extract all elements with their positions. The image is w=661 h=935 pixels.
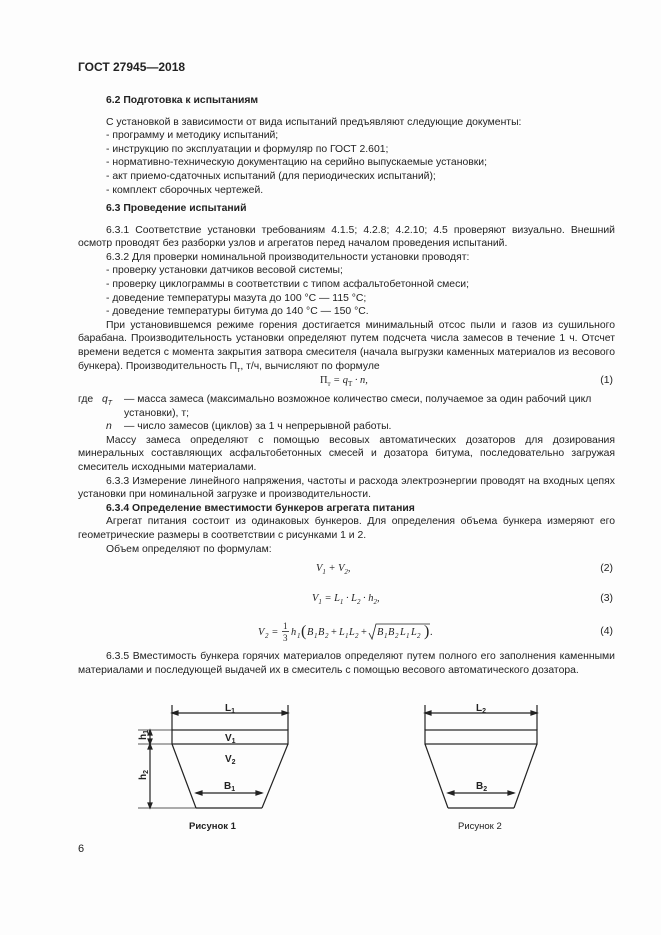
label-L2: $L_2$ xyxy=(476,703,487,715)
paragraph: При установившемся режиме горения достигается минимальный отсос пыли и газов из сушильного барабана. Производительность установки определяют путем подсчета числа замесов в течение 1 ч. Отсчет времени ведется с момента закрытия затвора смесителя (начала выгрузки каменных материалов из весового бункера). Производительность $П_т$, т/ч, вычисляют по формуле xyxy=(78,319,615,374)
svg-text:B: B xyxy=(307,627,314,638)
svg-text:): ) xyxy=(424,623,430,640)
equation-number: (2) xyxy=(600,563,613,574)
svg-text:2: 2 xyxy=(265,632,269,640)
figure-2-caption: Рисунок 2 xyxy=(458,821,502,832)
svg-text:1: 1 xyxy=(384,632,388,640)
svg-text:h: h xyxy=(291,627,297,638)
list-item: - проверку установки датчиков весовой системы; xyxy=(106,265,343,277)
label-L1: $L_1$ xyxy=(225,703,236,715)
list-item: - доведение температуры мазута до 100 °С — 115 °С; xyxy=(106,292,367,304)
svg-text:B: B xyxy=(318,627,325,638)
section-6-3-5 xyxy=(78,650,615,677)
label-B1: $B_1$ xyxy=(224,781,236,793)
list-item: - акт приемо-сдаточных испытаний (для периодических испытаний); xyxy=(106,170,436,182)
paragraph: Агрегат питания состоит из одинаковых бункеров. Для определения объема бункера измеряют его геометрические размеры в соответствии с рисунками 1 и 2. xyxy=(78,516,615,541)
svg-text:2: 2 xyxy=(325,632,329,640)
figure-1-caption: Рисунок 1 xyxy=(189,821,236,832)
list-item: - доведение температуры битума до 140 °С — 150 °С. xyxy=(106,306,369,318)
paragraph: 6.3.1 Соответствие установки требованиям 4.1.5; 4.2.8; 4.2.10; 4.5 проверяют визуально. Внешний осмотр проводят без разборки узлов и агрегатов перед началом проведения испытаний. xyxy=(78,224,615,250)
section-6-3 xyxy=(78,202,615,377)
where-block: где $q_T$ — масса замеса (максимально возможное количество смеси, получаемое за один рабочий цикл установки), т; n — число замесов (циклов) за 1 ч непрерывной работы. Массу замеса определяют с помощью весовых автоматических дозаторов для дозирования минеральных составляющих асфальтобетонных смесей и дозатора битума, последовательно загружая смеситель исходными материалами. 6.3.3 Измерение линейного напряжения, частоты и расхода электроэнергии проводят на входных цепях установки при номинальной загрузке и производительности. 6.3.4 Определение вместимости бункеров агрегата питания Агрегат питания состоит из одинаковых бункеров. Для определения объема бункера измеряют его геометрические размеры в соответствии с рисунками 1 и 2. Объем определяют по формулам: xyxy=(78,394,615,555)
figure-1-drawing xyxy=(130,700,300,815)
equation-1: $П_т = q_T \cdot n$, xyxy=(320,375,368,389)
section-title: 6.2 Подготовка к испытаниям xyxy=(106,95,259,106)
list-item: - программу и методику испытаний; xyxy=(106,130,279,142)
paragraph: С установкой в зависимости от вида испытаний предъявляют следующие документы: xyxy=(106,116,522,128)
svg-text:L: L xyxy=(400,627,406,638)
equation-4 xyxy=(258,620,448,646)
svg-text:1: 1 xyxy=(314,632,318,640)
label-V1: $V_1$ xyxy=(225,733,236,745)
svg-text:B: B xyxy=(388,627,395,638)
svg-text:1: 1 xyxy=(297,632,301,640)
label-h2: $h_2$ xyxy=(138,769,150,780)
svg-text:V: V xyxy=(258,627,265,638)
paragraph: Объем определяют по формулам: xyxy=(106,543,272,555)
label-V2: $V_2$ xyxy=(225,754,236,766)
paragraph: 6.3.5 Вместимость бункера горячих материалов определяют путем полного его заполнения каменными материалами и последующей выдачей их в смеситель с помощью весового автоматического дозатора. xyxy=(78,651,615,676)
list-item: - инструкцию по эксплуатации и формуляр по ГОСТ 2.601; xyxy=(106,143,389,155)
list-item: - комплект сборочных чертежей. xyxy=(106,184,264,196)
svg-text:+: + xyxy=(361,627,367,638)
svg-text:L: L xyxy=(339,627,345,638)
svg-text:.: . xyxy=(430,627,433,638)
equation-number: (1) xyxy=(600,375,613,386)
figure-2-drawing xyxy=(415,700,545,815)
paragraph: 6.3.3 Измерение линейного напряжения, частоты и расхода электроэнергии проводят на входных цепях установки при номинальной загрузке и производительности. xyxy=(78,475,615,501)
svg-text:+: + xyxy=(331,627,337,638)
equation-number: (4) xyxy=(600,626,613,637)
svg-text:L: L xyxy=(411,627,417,638)
list-item: - проверку циклограммы в соответствии с типом асфальтобетонной смеси; xyxy=(106,278,469,290)
page-number: 6 xyxy=(78,843,85,855)
svg-text:2: 2 xyxy=(355,632,359,640)
label-B2: $B_2$ xyxy=(476,781,488,793)
svg-text:L: L xyxy=(349,627,355,638)
svg-text:(: ( xyxy=(301,623,307,640)
equation-3: $V_1 = L_1 \cdot L_2 \cdot h_2$, xyxy=(312,593,380,607)
section-6-2 xyxy=(78,94,615,197)
svg-text:3: 3 xyxy=(283,633,288,643)
svg-text:2: 2 xyxy=(395,632,399,640)
svg-text:1: 1 xyxy=(283,621,288,631)
paragraph: Массу замеса определяют с помощью весовых автоматических дозаторов для дозирования минеральных составляющих асфальтобетонных смесей и дозатора битума, последовательно загружая смеситель исходными материалами. xyxy=(78,434,615,473)
list-item: - нормативно-техническую документацию на серийно выпускаемые установки; xyxy=(106,157,487,169)
equation-4-graphic xyxy=(258,620,448,646)
svg-text:1: 1 xyxy=(345,632,349,640)
svg-text:2: 2 xyxy=(417,632,421,640)
svg-text:1: 1 xyxy=(406,632,410,640)
equation-number: (3) xyxy=(600,593,613,604)
subsection-title: 6.3.4 Определение вместимости бункеров агрегата питания xyxy=(106,502,415,514)
doc-header-title: ГОСТ 27945—2018 xyxy=(78,60,186,74)
label-h1: $h_1$ xyxy=(138,729,150,740)
paragraph: 6.3.2 Для проверки номинальной производительности установки проводят: xyxy=(106,251,470,263)
svg-text:=: = xyxy=(272,627,278,638)
section-title: 6.3 Проведение испытаний xyxy=(106,203,247,214)
svg-text:B: B xyxy=(377,627,384,638)
equation-2: $V_1 + V_2$, xyxy=(316,563,351,577)
